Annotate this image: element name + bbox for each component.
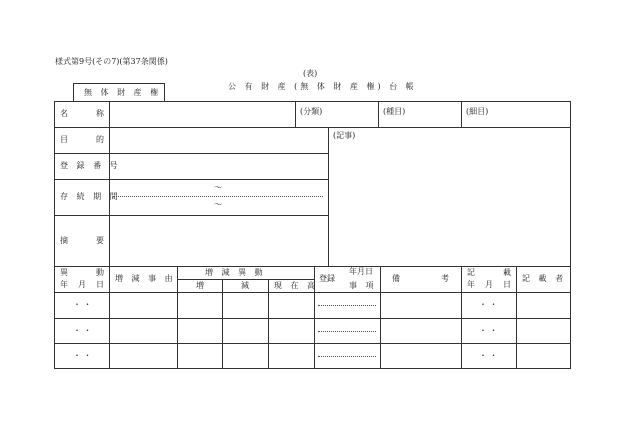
jikou-label: 事 項 xyxy=(349,281,377,290)
col-line xyxy=(109,101,110,266)
category-tab-label: 無 体 財 産 権 xyxy=(84,88,162,97)
col-line xyxy=(461,101,462,127)
row-touroku-dotline xyxy=(318,331,376,332)
row-line xyxy=(54,343,571,344)
gen-label: 減 xyxy=(241,281,249,290)
kiji-label: (記事) xyxy=(333,131,356,140)
row-line xyxy=(54,153,328,154)
category-tab xyxy=(73,83,165,102)
col-line xyxy=(380,266,381,369)
purpose-label: 目 的 xyxy=(60,135,104,144)
genzaidaka-label: 現 在 高 xyxy=(274,281,319,290)
touroku-label: 登録 xyxy=(319,274,335,283)
row-line xyxy=(54,215,328,216)
summary-label: 摘 要 xyxy=(60,236,104,245)
ido-date-label: 年 月 日 xyxy=(60,280,104,289)
saimoku-label: (細目) xyxy=(466,107,489,116)
kisaisha-label: 記 載 者 xyxy=(522,274,567,283)
name-label: 名 称 xyxy=(60,109,104,118)
row-date-dots: ・ ・ xyxy=(73,300,92,309)
zougen-ido-label: 増 減 異 動 xyxy=(205,268,266,277)
nengappi-label: 年月日 xyxy=(349,267,373,276)
row-date-dots: ・ ・ xyxy=(73,351,92,360)
col-line xyxy=(109,266,110,369)
row-date-dots: ・ ・ xyxy=(73,326,92,335)
row-kisai-dots: ・ ・ xyxy=(479,351,498,360)
side-label: (表) xyxy=(303,69,318,78)
kisai-label: 記 載 xyxy=(467,268,511,277)
bunrui-label: (分類) xyxy=(300,107,323,116)
reason-label: 増 減 事 由 xyxy=(115,274,176,283)
row-line xyxy=(177,279,314,280)
kisai-date-label: 年 月 日 xyxy=(467,280,511,289)
col-line xyxy=(516,266,517,369)
period-divider xyxy=(113,196,323,197)
col-line xyxy=(177,266,178,369)
col-line xyxy=(268,279,269,369)
row-line xyxy=(54,292,571,293)
row-touroku-dotline xyxy=(318,305,376,306)
ido-label: 異 動 xyxy=(60,268,104,277)
row-line xyxy=(54,266,571,267)
reg-no-label: 登 録 番 号 xyxy=(60,161,121,170)
col-line xyxy=(222,279,223,369)
form-code: 様式第9号(その7)(第37条関係) xyxy=(55,57,168,66)
row-line xyxy=(54,127,571,128)
row-touroku-dotline xyxy=(318,356,376,357)
bikou-label: 備 考 xyxy=(392,274,449,283)
zou-label: 増 xyxy=(196,281,204,290)
period-label: 存 続 期 間 xyxy=(60,192,121,201)
col-line xyxy=(328,127,329,266)
shumoku-label: (種目) xyxy=(383,107,406,116)
row-line xyxy=(54,179,328,180)
period-tilde-start: ～ xyxy=(214,183,222,192)
row-kisai-dots: ・ ・ xyxy=(479,326,498,335)
period-tilde-end: ～ xyxy=(214,200,222,209)
ledger-title: 公 有 財 産 (無 体 財 産 権) 台 帳 xyxy=(228,82,417,91)
col-line xyxy=(461,266,462,369)
row-kisai-dots: ・ ・ xyxy=(479,300,498,309)
col-line xyxy=(378,101,379,127)
row-line xyxy=(54,318,571,319)
col-line xyxy=(295,101,296,127)
